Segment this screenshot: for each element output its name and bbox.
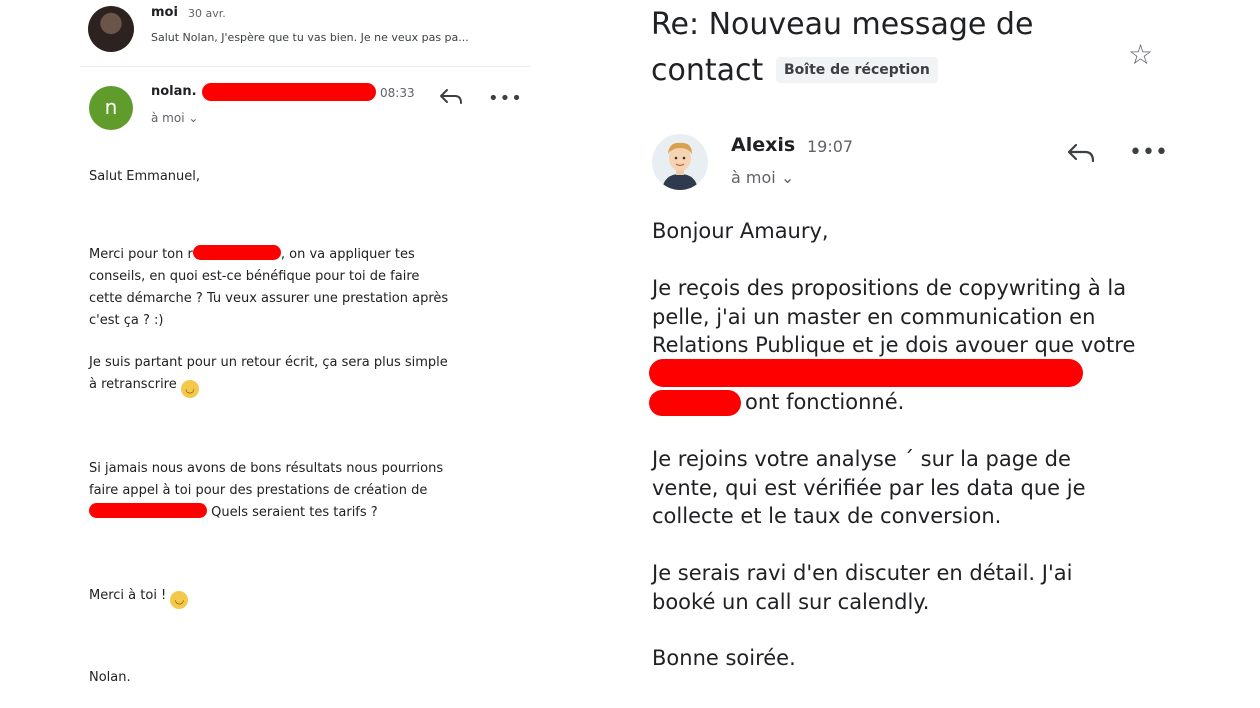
- sender-name[interactable]: Alexis: [731, 134, 796, 156]
- chevron-down-icon: ⌄: [780, 168, 795, 187]
- text: à retranscrire: [89, 377, 177, 392]
- recipient-toggle[interactable]: [151, 111, 198, 125]
- text: Merci pour ton r: [89, 247, 193, 262]
- text: conseils, en quoi est-ce bénéfique pour toi de faire: [89, 269, 420, 284]
- redaction: [89, 503, 207, 518]
- divider: [80, 66, 530, 67]
- redaction: [649, 359, 1083, 387]
- text: c'est ça ? :): [89, 313, 164, 328]
- sender-avatar: [652, 134, 708, 190]
- paragraph-2: [652, 445, 1172, 531]
- sender-name[interactable]: [151, 84, 197, 99]
- text: booké un call sur calendly.: [652, 589, 930, 614]
- greeting: Salut Emmanuel,: [89, 169, 201, 184]
- recipient-toggle[interactable]: [731, 168, 794, 187]
- recipient-text: à moi: [151, 111, 185, 125]
- message-time: 08:33: [380, 86, 415, 100]
- signature: Nolan.: [89, 670, 131, 685]
- redaction: [202, 83, 376, 101]
- closing: Bonne soirée.: [652, 646, 796, 670]
- redaction: [193, 245, 281, 260]
- sender-avatar-photo: [88, 6, 134, 52]
- inbox-label[interactable]: Boîte de réception: [776, 57, 938, 83]
- recipient-text: à moi: [731, 168, 776, 187]
- more-options-icon[interactable]: •••: [488, 88, 523, 109]
- text: cette démarche ? Tu veux assurer une prestation après: [89, 291, 449, 306]
- greeting: Bonjour Amaury,: [652, 219, 829, 243]
- text: Merci à toi !: [89, 588, 167, 603]
- sender-name-text: nolan.: [151, 84, 197, 99]
- text: collecte et le taux de conversion.: [652, 504, 1002, 528]
- chevron-down-icon: ⌄: [188, 111, 199, 125]
- thanks-line: [89, 585, 529, 609]
- paragraph-3: [652, 559, 1172, 616]
- paragraph-3: [89, 458, 529, 524]
- text: , on va appliquer tes: [280, 247, 415, 262]
- avatar: n: [89, 86, 133, 130]
- subject-line-1: Re: Nouveau message de: [651, 7, 1034, 42]
- text: Relations Publique et je dois avouer que votre: [652, 333, 1136, 357]
- text: faire appel à toi pour des prestations de création de: [89, 483, 428, 498]
- reply-icon[interactable]: [438, 86, 464, 112]
- previous-date: 30 avr.: [188, 7, 226, 20]
- text: Je serais ravi d'en discuter en détail. J'ai: [652, 561, 1073, 585]
- text: Je reçois des propositions de copywriting à la: [652, 276, 1127, 300]
- paragraph-1: [652, 274, 1172, 360]
- text: vente, qui est vérifiée par les data que je: [652, 475, 1086, 500]
- redaction: [649, 390, 741, 416]
- emoji-icon: ◡: [170, 591, 188, 609]
- reply-icon[interactable]: [1066, 140, 1096, 170]
- paragraph-2: [89, 352, 529, 398]
- emoji-icon: ◡: [181, 380, 199, 398]
- text: Quels seraient tes tarifs ?: [211, 505, 378, 520]
- subject-line-2: contact: [651, 53, 764, 88]
- text: Je suis partant pour un retour écrit, ça sera plus simple: [89, 355, 448, 370]
- more-options-icon[interactable]: •••: [1129, 140, 1168, 165]
- previous-sender: moi: [151, 5, 178, 20]
- message-time: 19:07: [807, 137, 854, 156]
- text: Si jamais nous avons de bons résultats nous pourrions: [89, 461, 444, 476]
- paragraph-1-end: ont fonctionné.: [745, 390, 905, 414]
- previous-snippet[interactable]: Salut Nolan, J'espère que tu vas bien. Je ne veux pas pa...: [151, 31, 469, 44]
- paragraph-1: [89, 244, 529, 332]
- star-icon[interactable]: ☆: [1128, 38, 1154, 71]
- text: Je rejoins votre analyse ´ sur la page de: [652, 447, 1071, 471]
- text: pelle, j'ai un master en communication en: [652, 304, 1096, 329]
